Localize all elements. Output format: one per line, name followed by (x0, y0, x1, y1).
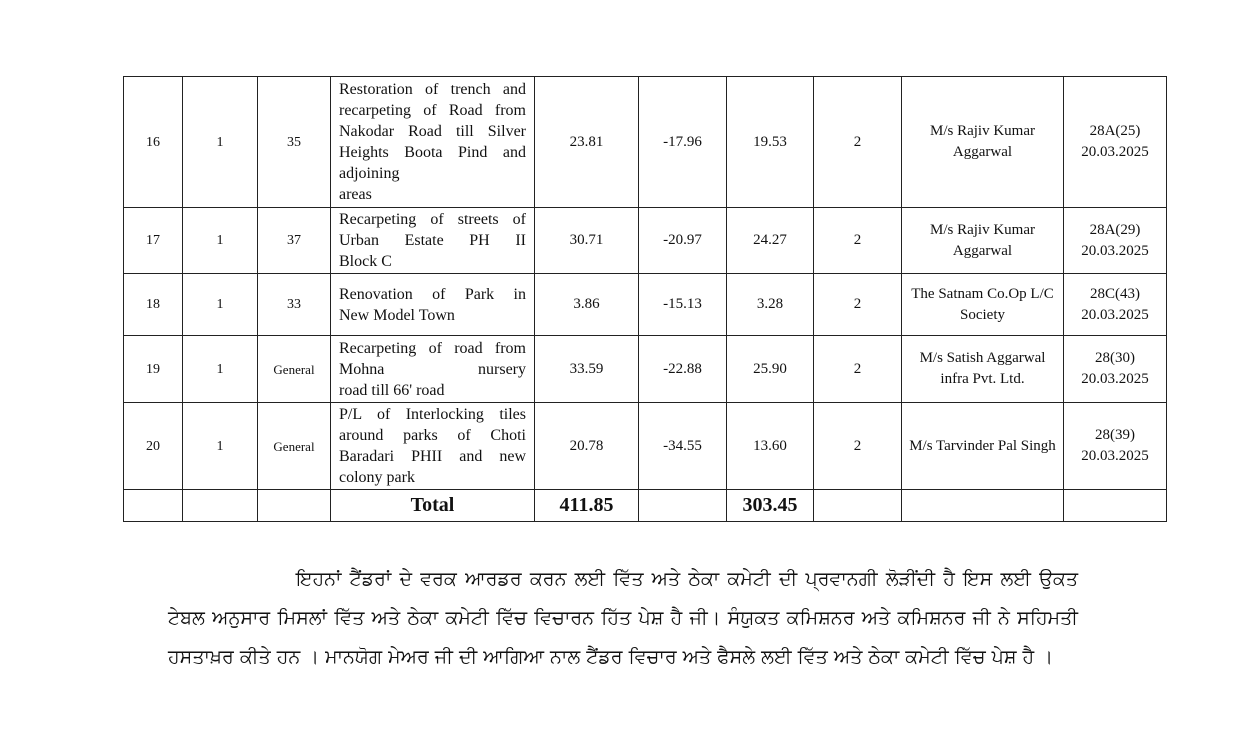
description-cell (331, 208, 535, 274)
table-row (124, 336, 1167, 403)
description-last-line: areas (339, 186, 372, 203)
description-last-line: New Model Town (339, 306, 455, 324)
qty-cell: 1 (183, 274, 258, 336)
firm-cell: The Satnam Co.Op L/C Society (902, 274, 1064, 336)
estimate-cell: 23.81 (535, 77, 639, 208)
description-last-line: Block C (339, 253, 392, 270)
rate-cell: -34.55 (639, 403, 727, 490)
estimate-cell: 20.78 (535, 403, 639, 490)
reference-date: 20.03.2025 (1081, 371, 1149, 387)
description-text: Recarpeting of road from Mohna nursery (339, 339, 526, 378)
bids-cell: 2 (814, 403, 902, 490)
paragraph-text: ਇਹਨਾਂ ਟੈਂਡਰਾਂ ਦੇ ਵਰਕ ਆਰਡਰ ਕਰਨ ਲਈ ਵਿੱਤ ਅਤੇ ਠੇਕਾ ਕਮੇਟੀ ਦੀ ਪ੍ਰਵਾਨਗੀ ਲੋੜੀਂਦੀ ਹੈ ਇਸ ਲਈ ਉਕਤ ਟੇਬਲ ਅਨੁਸਾਰ ਮਿਸਲਾਂ ਵਿੱਤ ਅਤੇ ਠੇਕਾ ਕਮੇਟੀ ਵਿੱਚ ਵਿਚਾਰਨ ਹਿੱਤ ਪੇਸ਼ ਹੈ ਜੀ। ਸੰਯੁਕਤ ਕਮਿਸ਼ਨਰ ਅਤੇ ਕਮਿਸ਼ਨਰ ਜੀ ਨੇ ਸਹਿਮਤੀ ਹਸਤਾਖ਼ਰ ਕੀਤੇ ਹਨ । ਮਾਨਯੋਗ ਮੇਅਰ ਜੀ ਦੀ ਆਗਿਆ ਨਾਲ ਟੈਂਡਰ ਵਿਚਾਰ ਅਤੇ ਫੈਸਲੇ ਲਈ ਵਿੱਤ ਅਤੇ ਠੇਕਾ ਕਮੇਟੀ ਵਿੱਚ ਪੇਸ਼ ਹੈ । (168, 568, 1078, 668)
description-text: Restoration of trench and recarpeting of Road from Nakodar Road till Silver Heights Boota Pind and adjoining (339, 81, 526, 182)
empty-cell (258, 490, 331, 522)
qty-cell: 1 (183, 403, 258, 490)
rate-cell: -22.88 (639, 336, 727, 403)
qty-cell: 1 (183, 336, 258, 403)
amount-cell: 13.60 (727, 403, 814, 490)
sr-cell: 19 (124, 336, 183, 403)
reference-cell (1064, 208, 1167, 274)
empty-cell (902, 490, 1064, 522)
firm-cell: M/s Tarvinder Pal Singh (902, 403, 1064, 490)
reference-date: 20.03.2025 (1081, 144, 1149, 160)
reference-number: 28A(29) (1089, 221, 1141, 238)
description-text: P/L of Interlocking tiles around parks of Choti Baradari PHII and new (339, 406, 526, 465)
reference-cell (1064, 403, 1167, 490)
sr-cell: 16 (124, 77, 183, 208)
reference-date: 20.03.2025 (1081, 242, 1149, 259)
amount-cell: 19.53 (727, 77, 814, 208)
ward-cell: 33 (258, 274, 331, 336)
bids-cell: 2 (814, 274, 902, 336)
firm-cell: M/s Satish Aggarwal infra Pvt. Ltd. (902, 336, 1064, 403)
description-cell (331, 77, 535, 208)
rate-cell: -20.97 (639, 208, 727, 274)
reference-number: 28C(43) (1090, 285, 1140, 302)
empty-cell (814, 490, 902, 522)
punjabi-paragraph (168, 560, 1078, 677)
total-label: Total (331, 490, 535, 522)
empty-cell (183, 490, 258, 522)
total-amount: 303.45 (727, 490, 814, 522)
table-row (124, 274, 1167, 336)
firm-cell: M/s Rajiv Kumar Aggarwal (902, 77, 1064, 208)
total-row (124, 490, 1167, 522)
reference-number: 28(30) (1095, 350, 1135, 366)
estimate-cell: 33.59 (535, 336, 639, 403)
reference-cell (1064, 336, 1167, 403)
estimate-cell: 30.71 (535, 208, 639, 274)
ward-cell: 37 (258, 208, 331, 274)
firm-cell: M/s Rajiv Kumar Aggarwal (902, 208, 1064, 274)
reference-cell (1064, 274, 1167, 336)
bids-cell: 2 (814, 77, 902, 208)
table-row (124, 403, 1167, 490)
sr-cell: 18 (124, 274, 183, 336)
sr-cell: 17 (124, 208, 183, 274)
qty-cell: 1 (183, 77, 258, 208)
description-text: Renovation of Park in (339, 285, 526, 303)
description-cell (331, 403, 535, 490)
table-row (124, 208, 1167, 274)
reference-date: 20.03.2025 (1081, 306, 1149, 323)
table-row (124, 77, 1167, 208)
sr-cell: 20 (124, 403, 183, 490)
description-text: Recarpeting of streets of Urban Estate PH II (339, 211, 526, 249)
bids-cell: 2 (814, 208, 902, 274)
tender-table (123, 76, 1167, 522)
description-cell (331, 336, 535, 403)
empty-cell (124, 490, 183, 522)
rate-cell: -15.13 (639, 274, 727, 336)
reference-number: 28A(25) (1089, 123, 1141, 139)
rate-cell: -17.96 (639, 77, 727, 208)
ward-cell: General (258, 336, 331, 403)
bids-cell: 2 (814, 336, 902, 403)
amount-cell: 24.27 (727, 208, 814, 274)
reference-number: 28(39) (1095, 427, 1135, 443)
description-cell (331, 274, 535, 336)
description-last-line: colony park (339, 469, 415, 486)
amount-cell: 25.90 (727, 336, 814, 403)
ward-cell: 35 (258, 77, 331, 208)
qty-cell: 1 (183, 208, 258, 274)
reference-cell (1064, 77, 1167, 208)
amount-cell: 3.28 (727, 274, 814, 336)
description-last-line: road till 66' road (339, 381, 445, 399)
empty-cell (1064, 490, 1167, 522)
total-estimate: 411.85 (535, 490, 639, 522)
empty-cell (639, 490, 727, 522)
estimate-cell: 3.86 (535, 274, 639, 336)
ward-cell: General (258, 403, 331, 490)
reference-date: 20.03.2025 (1081, 448, 1149, 464)
